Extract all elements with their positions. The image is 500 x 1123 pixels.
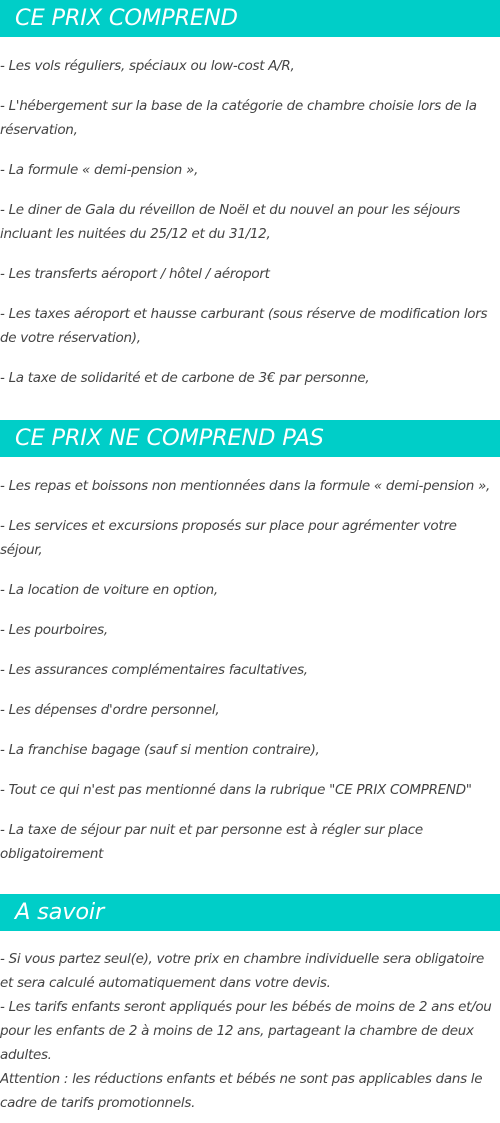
list-item: - Les assurances complémentaires facultatives, [0, 662, 308, 678]
item-list [0, 931, 500, 1115]
list-item: - Tout ce qui n'est pas mentionné dans la rubrique "CE PRIX COMPREND" [0, 782, 472, 798]
section-header-a-savoir [0, 894, 500, 931]
section-a-savoir [0, 894, 500, 1115]
list-item: - Les vols réguliers, spéciaux ou low-cost A/R, [0, 58, 295, 74]
list-item: - La formule « demi-pension », [0, 162, 199, 178]
list-item: - Les tarifs enfants seront appliqués pour les bébés de moins de 2 ans et/ou pour les enfants de 2 à moins de 12 ans, partageant la chambre de deux adultes. [0, 999, 492, 1063]
section-prix-ne-comprend-pas [0, 420, 500, 866]
list-item: - Les services et excursions proposés sur place pour agrémenter votre séjour, [0, 518, 457, 558]
list-item: - Les taxes aéroport et hausse carburant (sous réserve de modification lors de votre réservation), [0, 306, 488, 346]
section-header-prix-comprend [0, 0, 500, 37]
list-item: - Le diner de Gala du réveillon de Noël et du nouvel an pour les séjours incluant les nuitées du 25/12 et du 31/12, [0, 202, 460, 242]
list-item: - La taxe de séjour par nuit et par personne est à régler sur place obligatoirement [0, 822, 423, 862]
item-list [0, 457, 500, 866]
list-item: - La franchise bagage (sauf si mention contraire), [0, 742, 320, 758]
list-item: - Les transferts aéroport / hôtel / aéroport [0, 266, 270, 282]
list-item: Attention : les réductions enfants et bébés ne sont pas applicables dans le cadre de tarifs promotionnels. [0, 1071, 483, 1111]
list-item: - Les dépenses d'ordre personnel, [0, 702, 220, 718]
section-title: CE PRIX NE COMPREND PAS [15, 425, 324, 452]
section-header-prix-ne-comprend-pas [0, 420, 500, 457]
list-item: - Si vous partez seul(e), votre prix en chambre individuelle sera obligatoire et sera calculé automatiquement dans votre devis. [0, 951, 485, 991]
section-prix-comprend [0, 0, 500, 390]
section-title: A savoir [15, 899, 105, 926]
list-item: - Les pourboires, [0, 622, 108, 638]
list-item: - L'hébergement sur la base de la catégorie de chambre choisie lors de la réservation, [0, 98, 477, 138]
item-list [0, 37, 500, 390]
list-item: - La taxe de solidarité et de carbone de 3€ par personne, [0, 370, 370, 386]
section-title: CE PRIX COMPREND [15, 5, 238, 32]
list-item: - Les repas et boissons non mentionnées dans la formule « demi-pension », [0, 478, 491, 494]
list-item: - La location de voiture en option, [0, 582, 218, 598]
